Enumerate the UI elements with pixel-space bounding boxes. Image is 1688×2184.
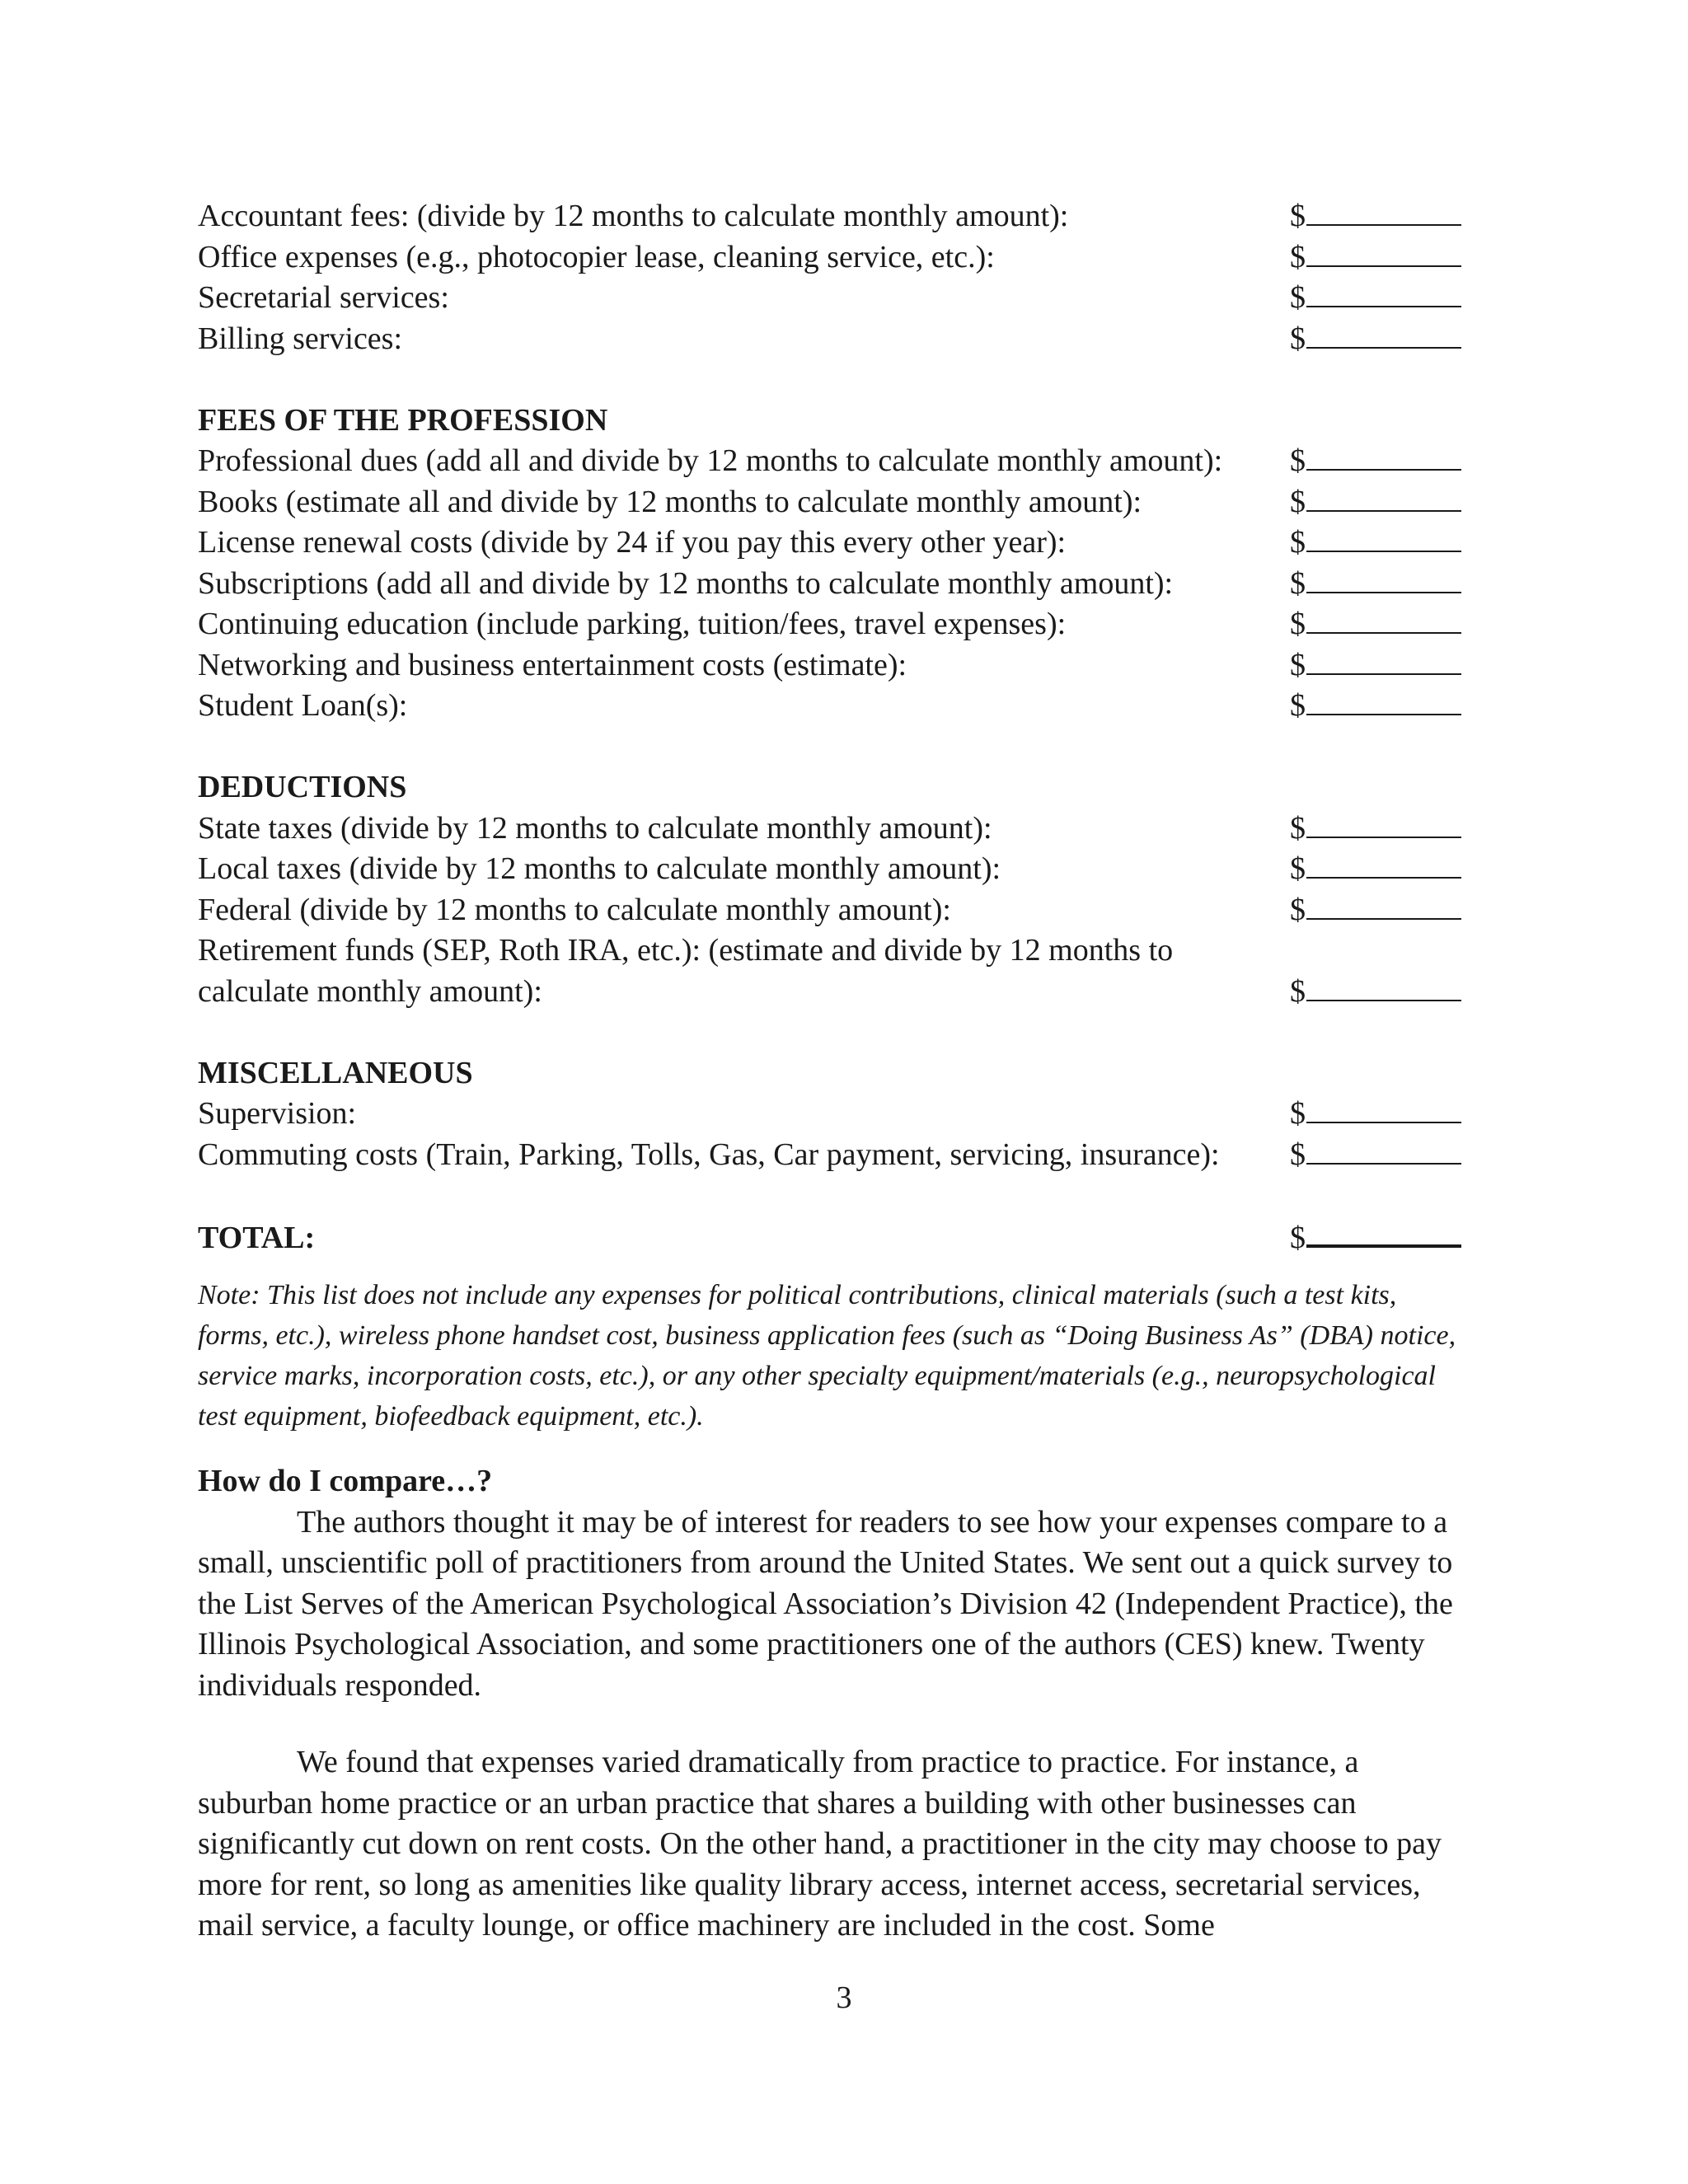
expense-row	[198, 890, 1471, 931]
amount-blank: $	[1290, 972, 1471, 1013]
expense-row	[198, 808, 1471, 850]
page-number: 3	[836, 1980, 852, 2015]
expense-row	[198, 1135, 1471, 1176]
expense-label: Books (estimate all and divide by 12 months to calculate monthly amount):	[198, 484, 1142, 519]
footnote-text: Note: This list does not include any expenses for political contributions, clinical materials (such a test kits, forms, etc.), wireless phone handset cost, business application fees (such as “Doing Business As” (DBA) notice, service marks, incorporation costs, etc.), or any other specialty equipment/materials (e.g., neuropsychological test equipment, biofeedback equipment, etc.).	[198, 1280, 1456, 1432]
expense-label: Federal (divide by 12 months to calculate monthly amount):	[198, 892, 951, 927]
amount-blank: $	[1290, 849, 1471, 890]
expense-label: Billing services:	[198, 321, 403, 356]
amount-blank: $	[1290, 441, 1471, 482]
expense-label: Supervision:	[198, 1096, 357, 1131]
expense-row	[198, 196, 1471, 237]
expense-row	[198, 930, 1471, 1012]
amount-blank: $	[1290, 523, 1471, 564]
total-row	[198, 1216, 1471, 1259]
amount-blank: $	[1290, 1135, 1471, 1176]
expense-row	[198, 237, 1471, 279]
fees-section	[198, 401, 1471, 727]
total-label: TOTAL:	[198, 1220, 316, 1255]
amount-blank: $	[1290, 645, 1471, 687]
expense-label: Retirement funds (SEP, Roth IRA, etc.): (estimate and divide by 12 months to calculate monthly amount):	[198, 933, 1174, 1009]
amount-blank: $	[1290, 278, 1471, 319]
expense-label: Professional dues (add all and divide by 12 months to calculate monthly amount):	[198, 443, 1223, 478]
expense-label: Accountant fees: (divide by 12 months to calculate monthly amount):	[198, 199, 1069, 233]
section-heading: FEES OF THE PROFESSION	[198, 402, 608, 438]
amount-blank: $	[1290, 237, 1471, 279]
page-content	[198, 196, 1471, 1947]
expense-label: License renewal costs (divide by 24 if you pay this every other year):	[198, 525, 1067, 560]
expense-label: Commuting costs (Train, Parking, Tolls, Gas, Car payment, servicing, insurance):	[198, 1137, 1220, 1172]
amount-blank: $	[1290, 482, 1471, 523]
expense-row	[198, 319, 1471, 360]
expense-label: Local taxes (divide by 12 months to calculate monthly amount):	[198, 851, 1001, 886]
amount-blank: $	[1290, 196, 1471, 237]
expense-row	[198, 849, 1471, 890]
expense-label: Continuing education (include parking, tuition/fees, travel expenses):	[198, 607, 1067, 641]
expense-label: Secretarial services:	[198, 280, 449, 315]
section-heading: DEDUCTIONS	[198, 770, 407, 804]
deductions-section	[198, 767, 1471, 1012]
expense-row	[198, 564, 1471, 605]
expense-label: Student Loan(s):	[198, 688, 408, 723]
expense-label: Networking and business entertainment costs (estimate):	[198, 647, 907, 682]
expense-label: State taxes (divide by 12 months to calculate monthly amount):	[198, 810, 992, 846]
total-amount-blank: $	[1290, 1216, 1471, 1259]
amount-blank: $	[1290, 890, 1471, 931]
expense-row	[198, 523, 1471, 564]
amount-blank: $	[1290, 808, 1471, 850]
amount-blank: $	[1290, 686, 1471, 727]
expense-row	[198, 482, 1471, 523]
expense-row	[198, 1094, 1471, 1135]
expense-label: Office expenses (e.g., photocopier lease, cleaning service, etc.):	[198, 239, 995, 274]
section-heading: MISCELLANEOUS	[198, 1055, 473, 1090]
amount-blank: $	[1290, 1094, 1471, 1135]
expense-row	[198, 645, 1471, 687]
compare-heading: How do I compare…?	[198, 1464, 493, 1498]
misc-section	[198, 1053, 1471, 1176]
expense-row	[198, 686, 1471, 727]
expense-row	[198, 604, 1471, 645]
expense-label: Subscriptions (add all and divide by 12 months to calculate monthly amount):	[198, 565, 1174, 601]
body-paragraph: The authors thought it may be of interest for readers to see how your expenses compare to a small, unscientific poll of practitioners from around the United States. We sent out a quick survey to the List Serves of the American Psychological Association’s Division 42 (Independent Practice), the Illinois Psychological Association, and some practitioners one of the authors (CES) knew. Twenty individuals responded.	[198, 1504, 1453, 1703]
expense-row	[198, 441, 1471, 482]
amount-blank: $	[1290, 564, 1471, 605]
amount-blank: $	[1290, 604, 1471, 645]
amount-blank: $	[1290, 319, 1471, 360]
body-paragraph: We found that expenses varied dramatically from practice to practice. For instance, a suburban home practice or an urban practice that shares a building with other businesses can significantly cut down on rent costs. On the other hand, a practitioner in the city may choose to pay more for rent, so long as amenities like quality library access, internet access, secretarial services, mail service, a faculty lounge, or office machinery are included in the cost. Some	[198, 1745, 1442, 1943]
expense-row	[198, 278, 1471, 319]
top-expense-list	[198, 196, 1471, 359]
